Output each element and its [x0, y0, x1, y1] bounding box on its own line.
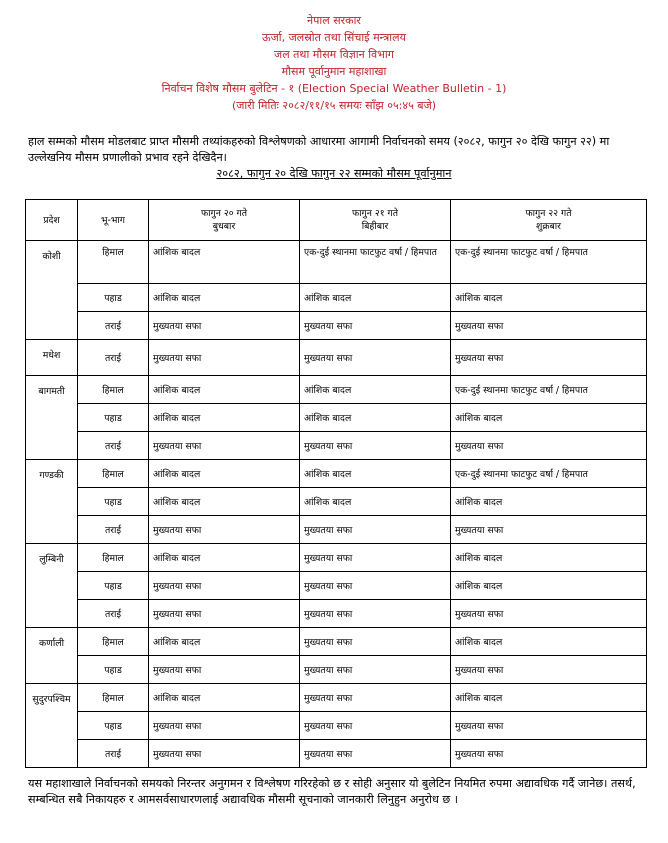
day1-forecast: मुख्यतया सफा [149, 572, 300, 600]
region-cell: पहाड [78, 488, 149, 516]
day3-forecast: मुख्यतया सफा [451, 656, 647, 684]
day3-forecast: आंशिक बादल [451, 544, 647, 572]
forecast-table [25, 199, 647, 768]
table-row [26, 340, 647, 376]
day2-forecast: आंशिक बादल [300, 376, 451, 404]
day3-forecast: एक-दुई स्थानमा फाटफुट वर्षा / हिमपात [451, 376, 647, 404]
day1-forecast: मुख्यतया सफा [149, 656, 300, 684]
day3-forecast: मुख्यतया सफा [451, 312, 647, 340]
day2-forecast: आंशिक बादल [300, 284, 451, 312]
day3-weekday: शुक्रबार [536, 221, 561, 232]
region-cell: तराई [78, 600, 149, 628]
intro-paragraph: हाल सम्मको मौसम मोडलबाट प्राप्त मौसमी तथ्यांकहरुको विश्लेषणको आधारमा आगामी निर्वाचनको समय (२०८२, फागुन २० देखि फागुन २२) मा उल्लेखनिय मौसम प्रणालीको प्रभाव रहने देखिदैन। [28, 135, 610, 164]
day2-date: फागुन २१ गते [351, 208, 399, 219]
day1-date: फागुन २० गते [200, 208, 248, 219]
day2-weekday: बिहीबार [361, 221, 389, 232]
day3-forecast: आंशिक बादल [451, 628, 647, 656]
province-name: गण्डकी [26, 460, 78, 544]
day2-forecast: आंशिक बादल [300, 404, 451, 432]
table-row [26, 656, 647, 684]
table-row [26, 404, 647, 432]
day2-forecast: मुख्यतया सफा [300, 600, 451, 628]
day1-forecast: आंशिक बादल [149, 404, 300, 432]
forecast-table-body [26, 241, 647, 768]
table-row [26, 312, 647, 340]
bulletin-title: निर्वाचन विशेष मौसम बुलेटिन - १ (Election Special Weather Bulletin - 1) [161, 82, 507, 95]
day2-forecast: मुख्यतया सफा [300, 712, 451, 740]
day2-forecast: मुख्यतया सफा [300, 516, 451, 544]
day1-forecast: मुख्यतया सफा [149, 740, 300, 768]
day1-forecast: आंशिक बादल [149, 628, 300, 656]
day2-forecast: मुख्यतया सफा [300, 684, 451, 712]
region-cell: तराई [78, 312, 149, 340]
footer-paragraph: यस महाशाखाले निर्वाचनको समयको निरन्तर अनुगमन र विश्लेषण गरिरहेको छ र सोही अनुसार यो बुलेटिन नियमित रुपमा अद्यावधिक गर्दै जानेछ। तसर्थ, सम्बन्धित सबै निकायहरु र आमसर्वसाधारणलाई अद्यावधिक मौसमी सूचनाको जानकारी लिनुहुन अनुरोध छ । [28, 777, 636, 806]
header-day1 [149, 200, 300, 241]
ministry-name: ऊर्जा, जलस्रोत तथा सिंचाई मन्त्रालय [262, 31, 406, 44]
table-row [26, 241, 647, 284]
region-cell: हिमाल [78, 376, 149, 404]
province-name: कर्णाली [26, 628, 78, 684]
day1-forecast: आंशिक बादल [149, 488, 300, 516]
day1-forecast: मुख्यतया सफा [149, 516, 300, 544]
region-cell: पहाड [78, 656, 149, 684]
region-cell: हिमाल [78, 241, 149, 284]
table-row [26, 432, 647, 460]
day3-forecast: मुख्यतया सफा [451, 516, 647, 544]
region-cell: हिमाल [78, 628, 149, 656]
day2-forecast: मुख्यतया सफा [300, 628, 451, 656]
day3-forecast: एक-दुई स्थानमा फाटफुट वर्षा / हिमपात [451, 241, 647, 284]
day2-forecast: आंशिक बादल [300, 460, 451, 488]
header-province: प्रदेश [26, 200, 78, 241]
province-name: कोशी [26, 241, 78, 340]
region-cell: पहाड [78, 572, 149, 600]
day1-forecast: आंशिक बादल [149, 241, 300, 284]
province-name: लुम्बिनी [26, 544, 78, 628]
day3-forecast: आंशिक बादल [451, 404, 647, 432]
province-name: सुदुरपश्चिम [26, 684, 78, 768]
day2-forecast: मुख्यतया सफा [300, 656, 451, 684]
day1-forecast: आंशिक बादल [149, 544, 300, 572]
table-header-row [26, 200, 647, 241]
day1-forecast: आंशिक बादल [149, 376, 300, 404]
table-row [26, 488, 647, 516]
header-day2 [300, 200, 451, 241]
table-row [26, 460, 647, 488]
table-row [26, 376, 647, 404]
day1-forecast: आंशिक बादल [149, 684, 300, 712]
day3-forecast: मुख्यतया सफा [451, 340, 647, 376]
region-cell: तराई [78, 432, 149, 460]
day1-forecast: आंशिक बादल [149, 460, 300, 488]
region-cell: पहाड [78, 404, 149, 432]
region-cell: पहाड [78, 284, 149, 312]
day3-forecast: मुख्यतया सफा [451, 432, 647, 460]
region-cell: तराई [78, 740, 149, 768]
day3-forecast: मुख्यतया सफा [451, 712, 647, 740]
region-cell: हिमाल [78, 684, 149, 712]
table-row [26, 544, 647, 572]
day2-forecast: मुख्यतया सफा [300, 312, 451, 340]
day3-forecast: आंशिक बादल [451, 284, 647, 312]
government-name: नेपाल सरकार [307, 14, 361, 27]
table-row [26, 684, 647, 712]
day2-forecast: मुख्यतया सफा [300, 572, 451, 600]
header-day3 [451, 200, 647, 241]
bulletin-header [0, 12, 668, 114]
division-name: मौसम पूर्वानुमान महाशाखा [281, 65, 387, 78]
day2-forecast: एक-दुई स्थानमा फाटफुट वर्षा / हिमपात [300, 241, 451, 284]
region-cell: तराई [78, 340, 149, 376]
table-row [26, 572, 647, 600]
day3-forecast: एक-दुई स्थानमा फाटफुट वर्षा / हिमपात [451, 460, 647, 488]
day1-forecast: आंशिक बादल [149, 284, 300, 312]
province-name: बागमती [26, 376, 78, 460]
day2-forecast: मुख्यतया सफा [300, 740, 451, 768]
table-row [26, 712, 647, 740]
day3-forecast: आंशिक बादल [451, 572, 647, 600]
day3-forecast: आंशिक बादल [451, 488, 647, 516]
table-row [26, 284, 647, 312]
region-cell: हिमाल [78, 544, 149, 572]
issue-datetime: (जारी मितिः २०८२/११/१५ समयः साँझ ०५:४५ बजे) [231, 99, 437, 112]
header-region: भू-भाग [78, 200, 149, 241]
region-cell: हिमाल [78, 460, 149, 488]
forecast-subtitle: २०८२, फागुन २० देखि फागुन २२ सम्मको मौसम पूर्वानुमान [216, 167, 452, 180]
day1-forecast: मुख्यतया सफा [149, 312, 300, 340]
table-row [26, 600, 647, 628]
table-row [26, 740, 647, 768]
province-name: मधेश [26, 340, 78, 376]
day1-forecast: मुख्यतया सफा [149, 432, 300, 460]
region-cell: पहाड [78, 712, 149, 740]
day2-forecast: मुख्यतया सफा [300, 432, 451, 460]
table-row [26, 516, 647, 544]
day2-forecast: आंशिक बादल [300, 488, 451, 516]
day2-forecast: मुख्यतया सफा [300, 340, 451, 376]
day1-forecast: मुख्यतया सफा [149, 600, 300, 628]
day3-forecast: आंशिक बादल [451, 684, 647, 712]
day1-weekday: बुधबार [212, 221, 236, 232]
day2-forecast: मुख्यतया सफा [300, 544, 451, 572]
day3-date: फागुन २२ गते [525, 208, 572, 219]
day1-forecast: मुख्यतया सफा [149, 712, 300, 740]
day3-forecast: मुख्यतया सफा [451, 740, 647, 768]
day1-forecast: मुख्यतया सफा [149, 340, 300, 376]
table-row [26, 628, 647, 656]
department-name: जल तथा मौसम विज्ञान विभाग [274, 48, 394, 61]
region-cell: तराई [78, 516, 149, 544]
day3-forecast: मुख्यतया सफा [451, 600, 647, 628]
